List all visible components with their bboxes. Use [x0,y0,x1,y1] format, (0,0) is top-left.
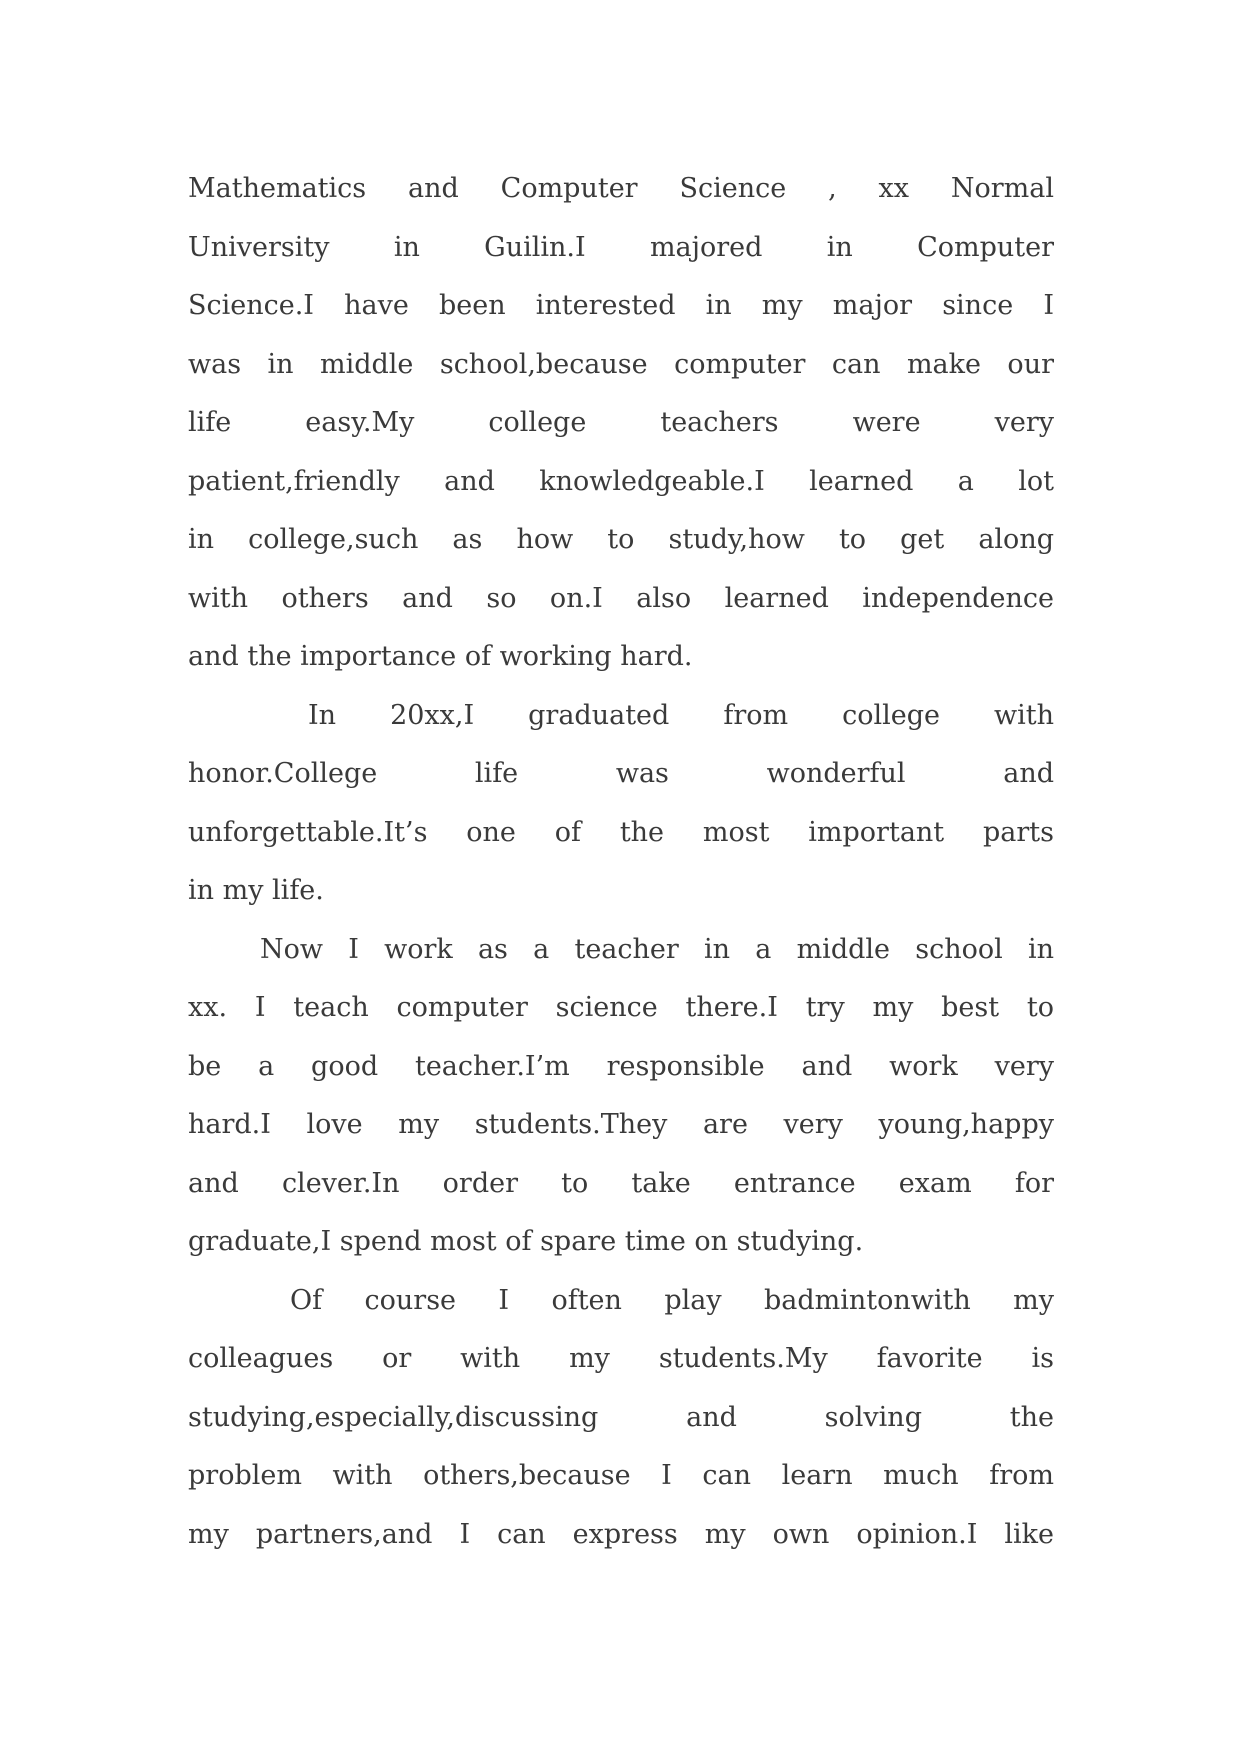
text-line: Mathematics and Computer Science , xx Normal [188,173,1054,204]
text-line: in my life. [188,875,324,906]
text-line: unforgettable.It’s one of the most important parts [188,816,1054,848]
text-line: problem with others,because I can learn much from [188,1460,1054,1491]
text-line: honor.College life was wonderful and [188,758,1054,789]
text-line: hard.I love my students.They are very young,happy [188,1109,1054,1140]
text-line: with others and so on.I also learned independence [188,582,1054,614]
text-line: Science.I have been interested in my major since I [188,290,1054,321]
text-line: and the importance of working hard. [188,641,693,672]
text-line: in college,such as how to study,how to get along [188,524,1054,555]
text-line: colleagues or with my students.My favorite is [188,1343,1054,1374]
paragraph [188,1272,1054,1565]
paragraph [188,160,1054,687]
text-line: life easy.My college teachers were very [188,407,1054,438]
text-line: Now I work as a teacher in a middle school in [260,933,1054,965]
text-line: xx. I teach computer science there.I try my best to [188,992,1054,1023]
text-line: be a good teacher.I’m responsible and work very [188,1050,1054,1082]
text-line: patient,friendly and knowledgeable.I learned a lot [188,465,1054,497]
paragraph [188,687,1054,921]
body-text [188,160,1054,1564]
text-line: In 20xx,I graduated from college with [308,699,1054,731]
text-line: Of course I often play badmintonwith my [290,1284,1054,1316]
paragraph [188,921,1054,1272]
text-line: and clever.In order to take entrance exam for [188,1167,1054,1199]
text-line: my partners,and I can express my own opinion.I like [188,1518,1054,1550]
text-line: graduate,I spend most of spare time on studying. [188,1226,864,1257]
text-line: studying,especially,discussing and solving the [188,1401,1054,1433]
text-line: University in Guilin.I majored in Computer [188,231,1054,263]
text-line: was in middle school,because computer can make our [188,348,1054,380]
